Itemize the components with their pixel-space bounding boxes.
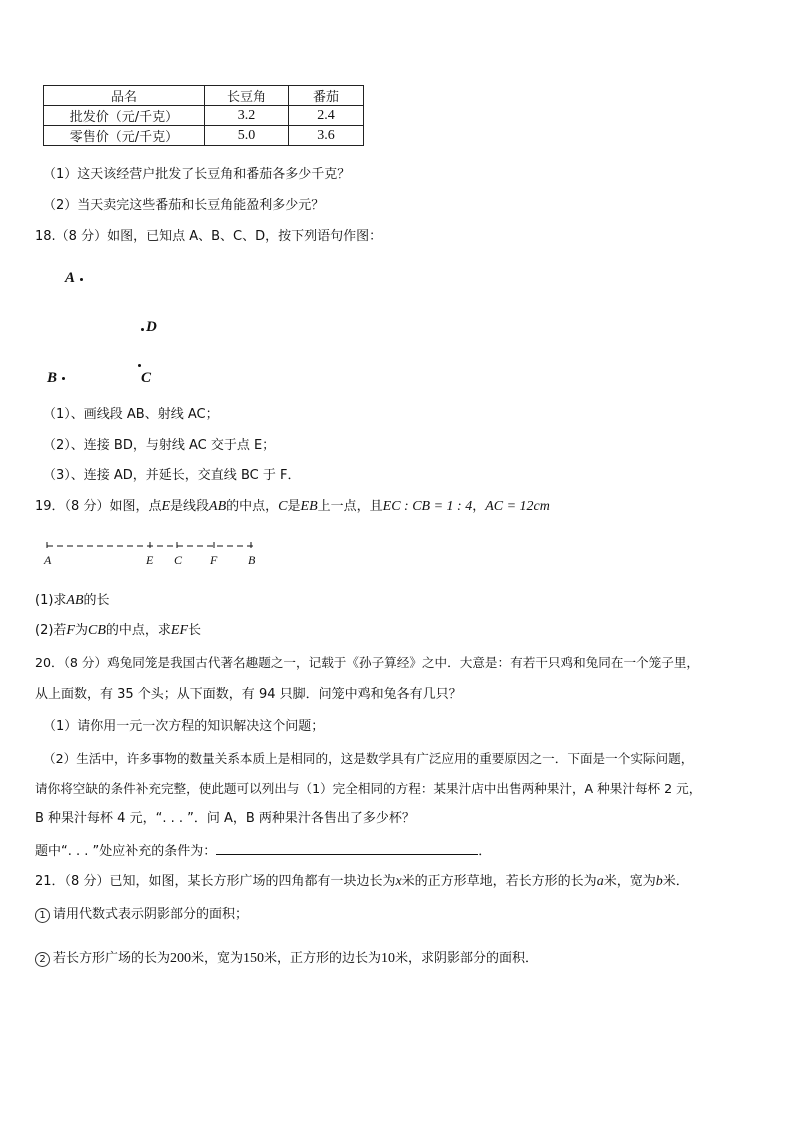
ratio-expression: EC : CB = 1 : 4 bbox=[382, 499, 473, 514]
var-ab: AB bbox=[209, 499, 227, 514]
point-a-label: A bbox=[65, 270, 76, 286]
point-b-label: B bbox=[47, 370, 58, 386]
q18-stem: 18.（8 分）如图，已知点 A、B、C、D，按下列语句作图： bbox=[35, 229, 383, 244]
point-d-label: D bbox=[146, 319, 157, 335]
point-a-dot bbox=[80, 278, 83, 281]
segment-label-f: F bbox=[210, 553, 218, 567]
point-d-dot bbox=[141, 328, 144, 331]
segment-label-a: A bbox=[44, 553, 52, 567]
segment-label-b: B bbox=[248, 553, 256, 567]
q19-stem: 19．（8 分）如图，点E是线段AB的中点，C是EB上一点，且EC : CB = 1 : 4，AC = 12cm bbox=[35, 499, 550, 514]
q20-sub2-line2: 请你将空缺的条件补充完整，使此题可以列出与（1）完全相同的方程：某果汁店中出售两种果汁，A 种果汁每杯 2 元， bbox=[35, 781, 702, 796]
table-row bbox=[44, 126, 364, 146]
point-c-label: C bbox=[141, 370, 152, 386]
q21-sub1-number: 1 bbox=[35, 908, 50, 923]
table-row bbox=[44, 106, 364, 126]
table-cell: 3.2 bbox=[205, 106, 289, 126]
q20-sub1: （1）请你用一元一次方程的知识解决这个问题； bbox=[43, 719, 325, 734]
table-header-cell: 品名 bbox=[44, 86, 205, 106]
var-c: C bbox=[278, 499, 288, 514]
answer-blank[interactable] bbox=[216, 842, 478, 855]
q21-sub2-number: 2 bbox=[35, 952, 50, 967]
table-cell: 3.6 bbox=[289, 126, 364, 146]
q18-sub1: （1）、画线段 AB、射线 AC； bbox=[43, 407, 219, 422]
table-cell: 5.0 bbox=[205, 126, 289, 146]
q20-sub2-line3: B 种果汁每杯 4 元，“. . . ”．问 A，B 两种果汁各售出了多少杯？ bbox=[35, 811, 415, 826]
q20-sub2-line1: （2）生活中，许多事物的数量关系本质上是相同的，这是数学具有广泛应用的重要原因之一．下面是一个实际问题， bbox=[43, 751, 694, 766]
table-header-row bbox=[44, 86, 364, 106]
table-cell: 批发价（元/千克） bbox=[44, 106, 205, 126]
segment-label-e: E bbox=[146, 553, 154, 567]
price-table bbox=[43, 85, 364, 146]
q21-sub2: 2 若长方形广场的长为200米，宽为150米，正方形的边长为10米，求阴影部分的面积． bbox=[35, 950, 538, 968]
q17-sub2: （2）当天卖完这些番茄和长豆角能盈利多少元？ bbox=[43, 198, 325, 213]
q18-sub3: （3）、连接 AD，并延长，交直线 BC 于 F． bbox=[43, 468, 301, 483]
var-eb: EB bbox=[300, 499, 318, 514]
table-cell: 2.4 bbox=[289, 106, 364, 126]
q21-sub1: 1 请用代数式表示阴影部分的面积； bbox=[35, 906, 248, 924]
table-cell: 零售价（元/千克） bbox=[44, 126, 205, 146]
point-c-dot bbox=[138, 364, 141, 367]
q20-fill: 题中“. . . ”处应补充的条件为： ． bbox=[35, 844, 492, 859]
var-e: E bbox=[161, 499, 171, 514]
q18-sub2: （2）、连接 BD，与射线 AC 交于点 E； bbox=[43, 438, 276, 453]
table-header-cell: 番茄 bbox=[289, 86, 364, 106]
segment-diagram bbox=[40, 538, 270, 558]
q21-stem: 21．（8 分）已知，如图，某长方形广场的四角都有一块边长为x米的正方形草地，若长方形的长为a米，宽为b米． bbox=[35, 874, 689, 889]
q17-sub1: （1）这天该经营户批发了长豆角和番茄各多少千克？ bbox=[43, 167, 351, 182]
table-header-cell: 长豆角 bbox=[205, 86, 289, 106]
q20-line2: 从上面数，有 35 个头；从下面数，有 94 只脚．问笼中鸡和兔各有几只？ bbox=[35, 687, 462, 702]
q19-sub2: (2)若F为CB的中点，求EF长 bbox=[35, 623, 202, 638]
ac-length: AC = 12cm bbox=[485, 499, 550, 514]
segment-label-c: C bbox=[174, 553, 183, 567]
q19-sub1: (1)求AB的长 bbox=[35, 593, 110, 608]
point-b-dot bbox=[62, 377, 65, 380]
q20-line1: 20．（8 分）鸡兔同笼是我国古代著名趣题之一，记载于《孙子算经》之中．大意是：有若干只鸡和兔同在一个笼子里， bbox=[35, 655, 700, 670]
